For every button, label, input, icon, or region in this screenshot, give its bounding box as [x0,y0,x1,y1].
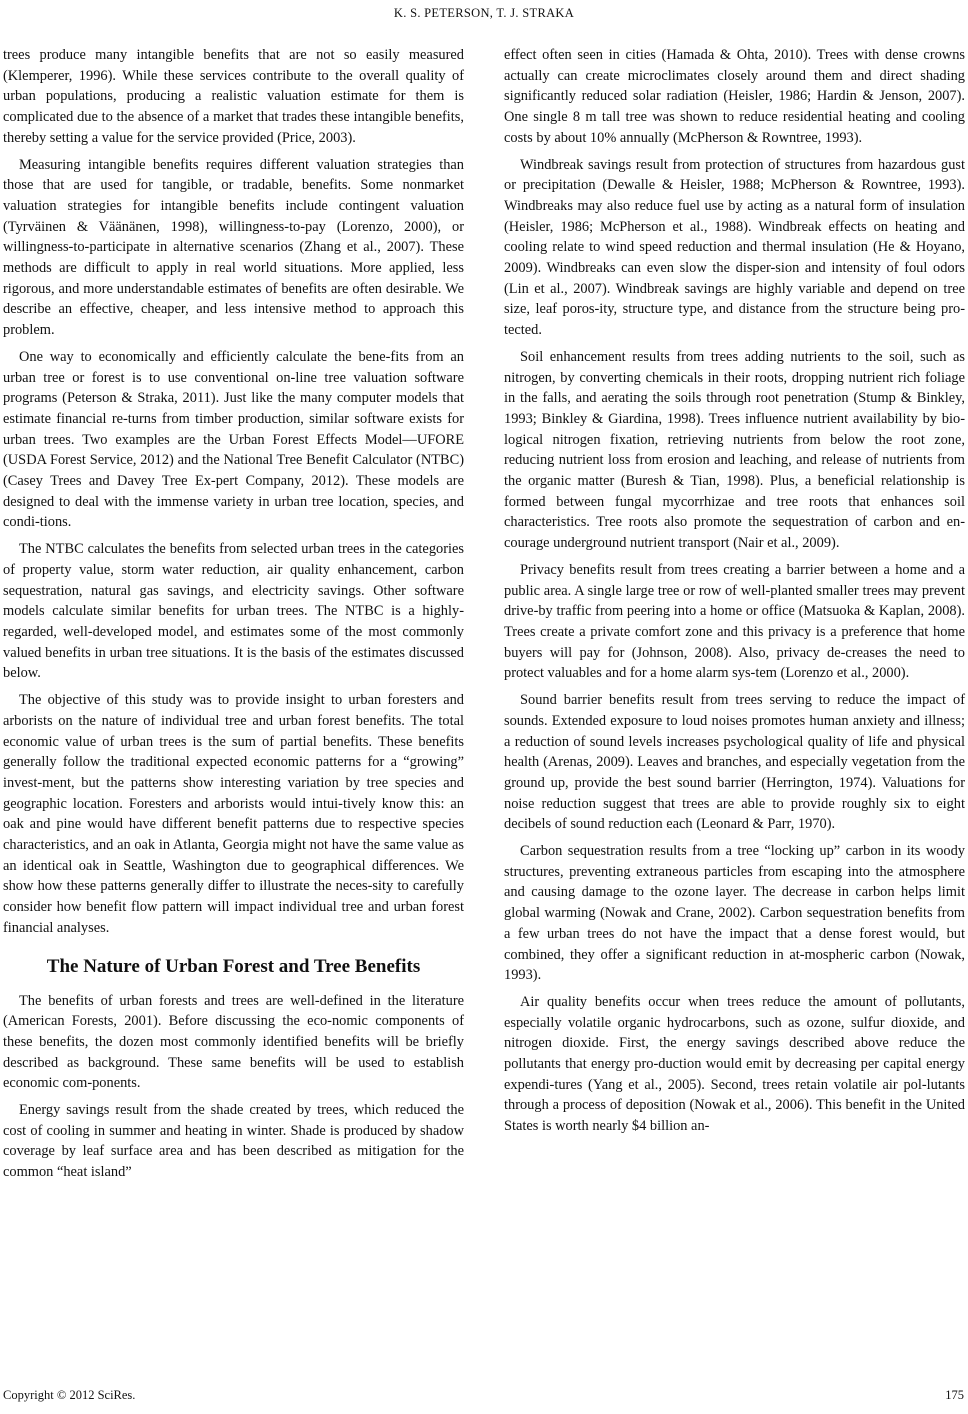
paragraph: Soil enhancement results from trees adding nutrients to the soil, such as nitrogen, by converting chemicals in their roots, dropping nutrient rich foliage in the falls, and aerating the soils through root penetration (Stump & Binkley, 1993; Binkley & Giardina, 1998). Trees influence nutrient availability by bio-logical nitrogen fixation, retrieving nutrients from below the root zone, reducing nutrient loss from erosion and leaching, and release of nutrients from the organic matter (Buresh & Tian, 1998). Plus, a beneficial relationship is formed between fungal mycorrhizae and tree roots that enhances soil characteristics. Tree roots also promote the sequestration of carbon and en-courage underground nutrient transport (Nair et al., 2009). [504,348,965,552]
paragraph: The objective of this study was to provide insight to urban foresters and arborists on the nature of individual tree and urban forest benefits. The total economic value of urban trees is the sum of partial benefits. These benefits generally follow the traditional expected economic patterns for a “growing” invest-ment, but the patterns show interesting variation by tree species and geographic location. Foresters and arborists would intui-tively know this: an oak and pine would have different benefit patterns due to respective species characteristics, and an oak in Atlanta, Georgia might not have the same value as an identical oak in Seattle, Washington due to geographical differences. We show how these patterns generally differ to illustrate the neces-sity to carefully consider how benefit flow pattern will impact individual tree and urban forest financial analyses. [3,692,464,936]
paragraph: trees produce many intangible benefits that are not so easily measured (Klemperer, 1996). While these services contribute to the overall quality of urban populations, producing a realistic valuation estimate for them is complicated due to the absence of a market that trades these intangible benefits, thereby setting a value for the service provided (Price, 2003). [3,47,464,146]
paragraph: Carbon sequestration results from a tree “locking up” carbon in its woody structures, preventing extraneous particles from escaping into the atmosphere and causing damage to the ozone layer. The decrease in carbon helps limit global warming (Nowak and Crane, 2002). Carbon sequestration benefits from a few urban trees do not have the impact that a dense forest would, but combined, they offer a significant reduction in at-mospheric carbon (Nowak, 1993). [504,843,965,984]
left-column [3,45,464,1189]
section-heading: The Nature of Urban Forest and Tree Benefits [46,955,421,977]
page-number: 175 [945,1388,964,1402]
paragraph: Sound barrier benefits result from trees serving to reduce the impact of sounds. Extended exposure to loud noises promotes human anxiety and illness; a reduction of sound levels increases psychological quality of life and physical health (Arenas, 2009). Leaves and branches, and especially vegetation from the ground up, provide the best sound barrier (Herrington, 1974). Valuations for noise reduction suggest that trees are able to provide roughly six to eight decibels of sound reduction each (Leonard & Parr, 1970). [504,692,965,833]
paragraph: Energy savings result from the shade created by trees, which reduced the cost of cooling in summer and heating in winter. Shade is produced by shadow coverage by leaf surface area and has been described as mitigation for the common “heat island” [3,1102,464,1181]
paragraph: Measuring intangible benefits requires different valuation strategies than those that are used for tangible, or tradable, benefits. Some nonmarket valuation strategies for intangible benefits include contingent valuation (Tyrväinen & Väänänen, 1998), willingness-to-pay (Lorenzo, 2000), or willingness-to-participate in alternative scenarios (Zhang et al., 2007). These methods are difficult to apply in real world situations. More applied, less rigorous, and more understandable estimates of benefits are often desirable. We describe an effective, cheaper, and less intensive method to approach this problem. [3,156,464,339]
copyright-notice: Copyright © 2012 SciRes. [3,1388,136,1402]
paragraph: Windbreak savings result from protection of structures from hazardous gust or precipitation (Dewalle & Heisler, 1988; McPherson & Rowntree, 1993). Windbreaks may also reduce fuel use by acting as a natural form of insulation (Heisler, 1986; McPherson et al., 1988). Windbreak effects on heating and cooling relate to wind speed reduction and thermal insulation (He & Hoyano, 2009). Windbreaks can even slow the disper-sion and intensity of foul odors (Lin et al., 2007). Windbreak savings are highly variable and depend on tree size, leaf poros-ity, structure type, and distance from the structure being pro-tected. [504,156,965,339]
paragraph: effect often seen in cities (Hamada & Ohta, 2010). Trees with dense crowns actually can create microclimates closely around them and direct shading significantly reduced solar radiation (Heisler, 1986; Hardin & Jenson, 2007). One single 8 m tall tree was shown to reduce residential heating and cooling costs by about 10% annually (McPherson & Rowntree, 1993). [504,47,965,146]
paragraph: Air quality benefits occur when trees reduce the amount of pollutants, especially volatile organic hydrocarbons, such as ozone, sulfur dioxide, and nitrogen dioxide. First, the energy savings described above reduce the pollutants that energy pro-duction would emit by decreasing per capital energy expendi-tures (Yang et al., 2005). Second, trees retain volatile air pol-lutants through a process of deposition (Nowak et al., 2006). This benefit in the United States is worth nearly $4 billion an- [504,993,965,1135]
paragraph: Privacy benefits result from trees creating a barrier between a home and a public area. A single large tree or row of well-planted smaller trees may prevent drive-by traffic from peering into a home or office (Matsuoka & Kaplan, 2008). Trees create a private comfort zone and this privacy is a preference that home buyers will pay for (Johnson, 2008). Also, privacy de-creases the need to protect valuables and for a home alarm sys-tem (Lorenzo et al., 2000). [504,561,965,682]
paragraph: The benefits of urban forests and trees are well-defined in the literature (American Forests, 2001). Before discussing the eco-nomic components of these benefits, the dozen most commonly identified benefits will be briefly described as background. These same benefits will be used to establish economic com-ponents. [3,992,464,1092]
paragraph: One way to economically and efficiently calculate the bene-fits from an urban tree or forest is to use conventional on-line tree valuation software programs (Peterson & Straka, 2011). Just like the many computer models that estimate financial re-turns from timber production, similar software exists for urban trees. Two examples are the Urban Forest Effects Model—UFORE (USDA Forest Service, 2012) and the National Tree Benefit Calculator (NTBC) (Casey Trees and Davey Tree Ex-pert Company, 2012). These models are designed to deal with the immense variety in urban tree location, species, and condi-tions. [3,348,464,531]
right-column [504,45,965,1143]
paragraph: The NTBC calculates the benefits from selected urban trees in the categories of property value, storm water reduction, air quality enhancement, carbon sequestration, natural gas savings, and electricity savings. Other software models calculate similar benefits for urban trees. The NTBC is a highly-regarded, well-developed model, and estimates some of the most commonly valued benefits in urban tree situations. It is the basis of the estimates discussed below. [3,541,464,682]
running-head: K. S. PETERSON, T. J. STRAKA [393,6,575,20]
